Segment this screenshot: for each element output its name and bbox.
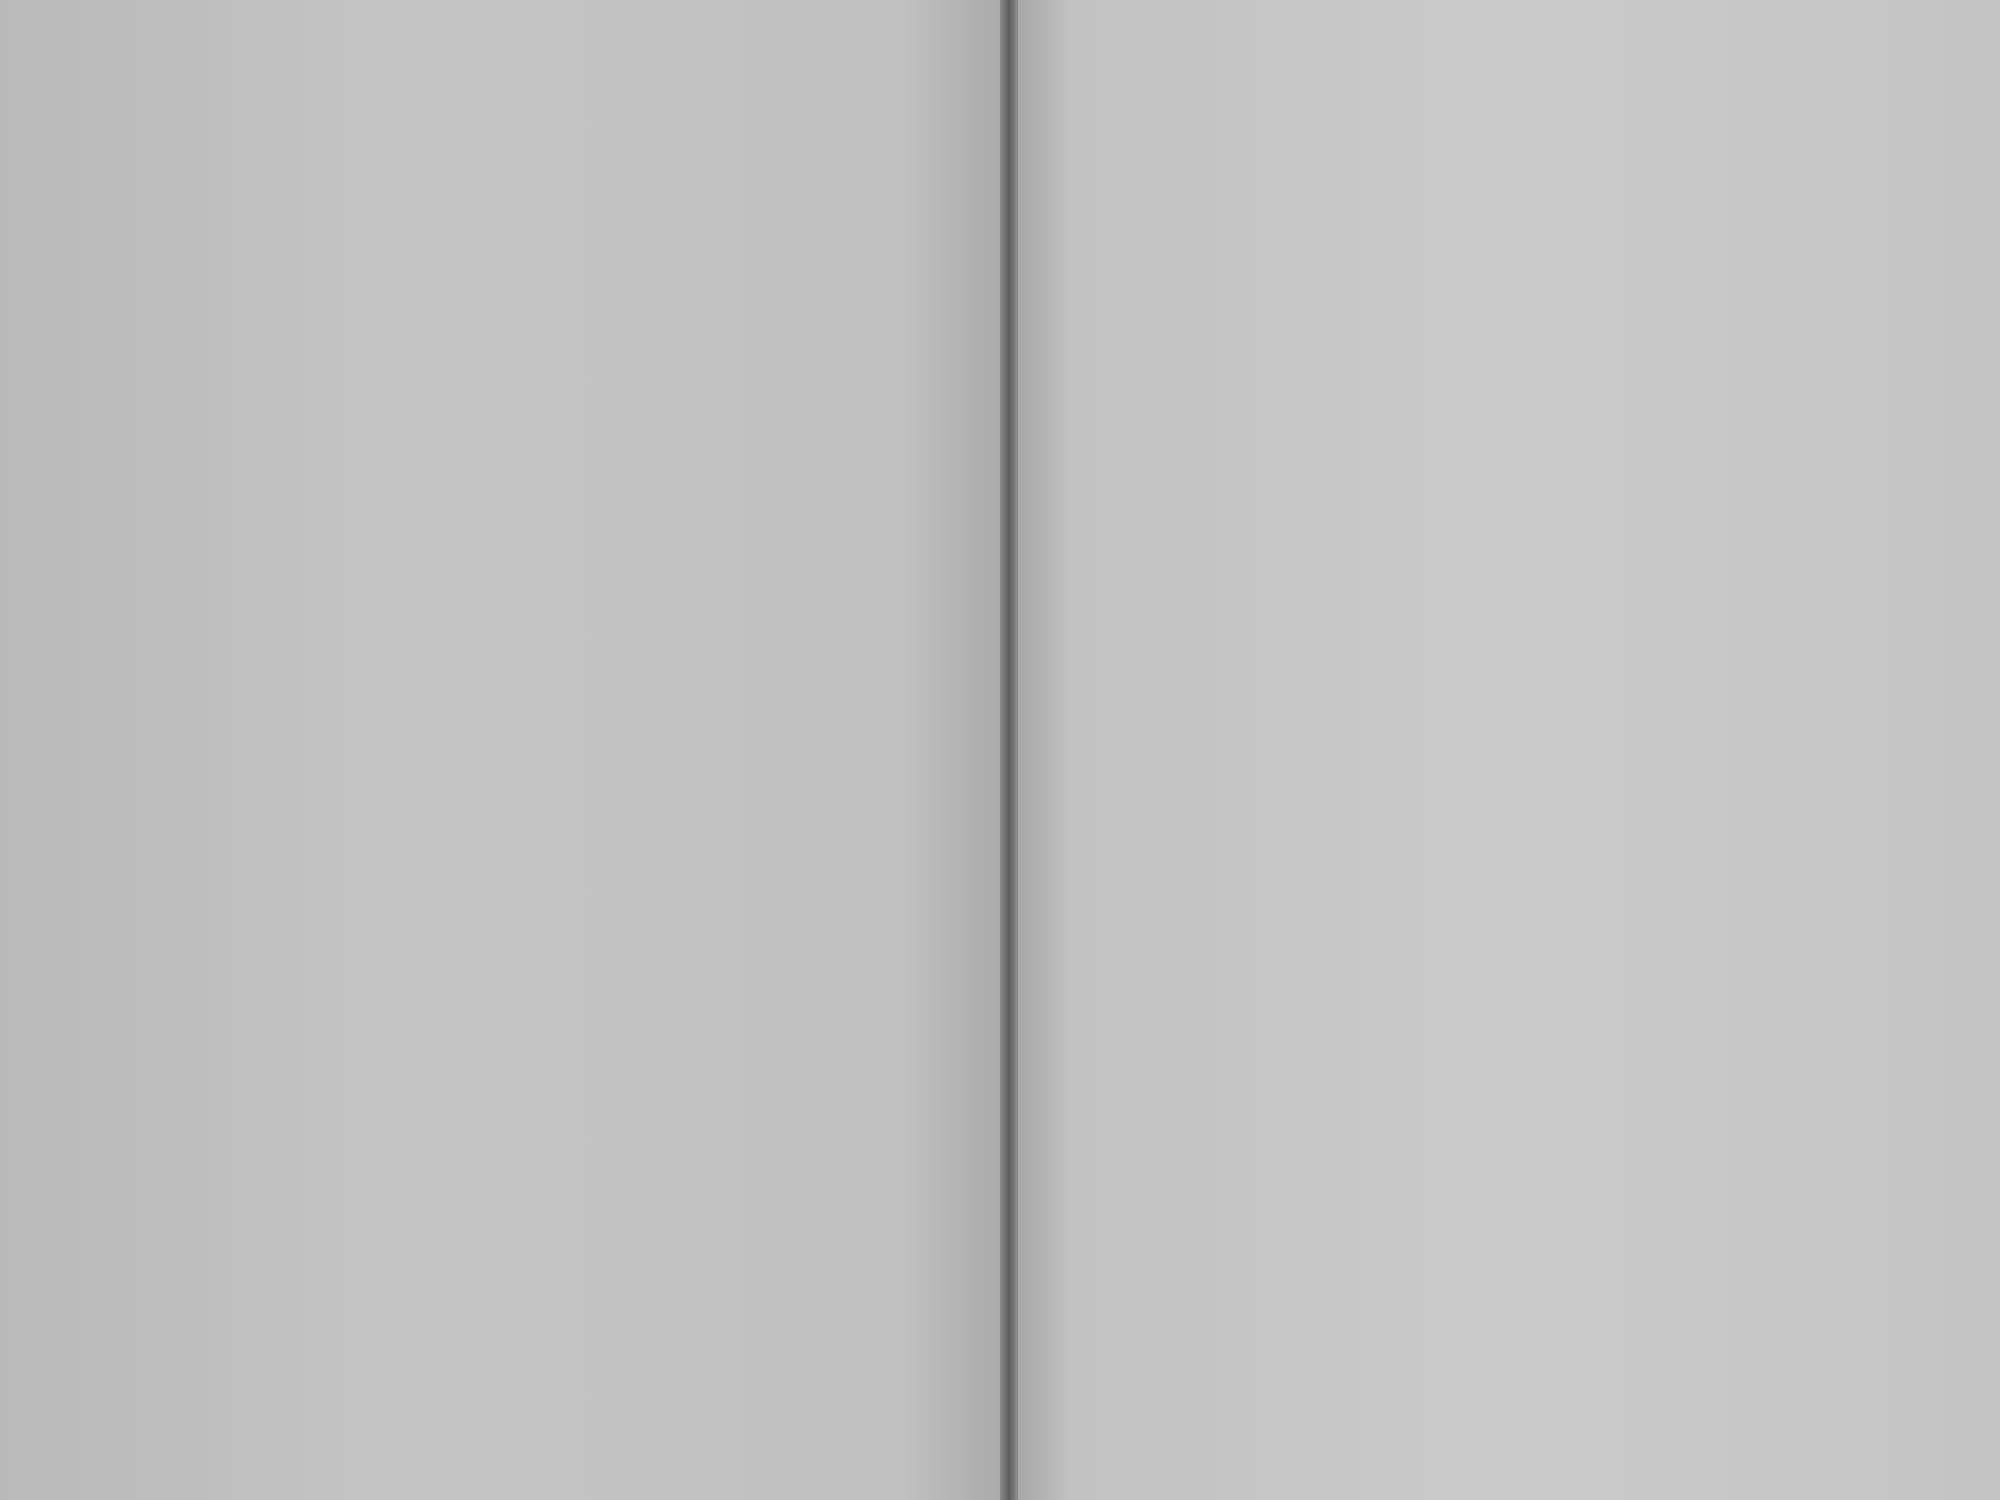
book-gutter [1000, 0, 1018, 1500]
right-page [1012, 0, 2000, 1500]
